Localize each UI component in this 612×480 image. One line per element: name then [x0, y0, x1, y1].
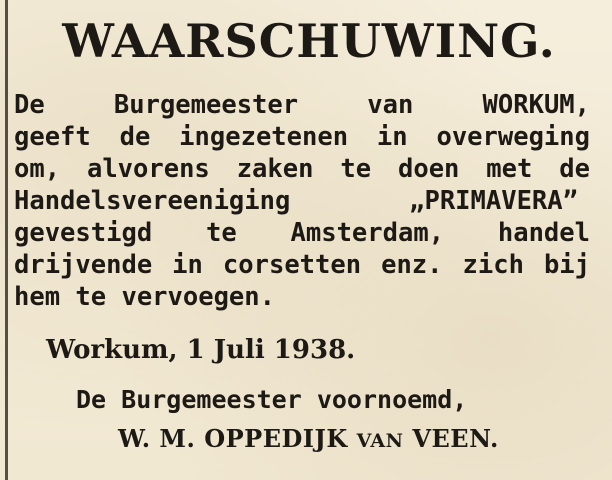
notice-date: Workum, 1 Juli 1938. [46, 335, 356, 365]
notice-line-2: geeft de ingezetenen in overweging [14, 122, 590, 152]
notice-article [14, 0, 604, 480]
notice-line-5: gevestigd te Amsterdam, handel [14, 218, 590, 248]
notice-title: WAARSCHUWING. [62, 14, 556, 68]
signature-name-van: VAN [356, 430, 404, 452]
signature-name-initials: W. M. OPPEDIJK [118, 424, 348, 453]
notice-line-7: hem te vervoegen. [14, 282, 275, 312]
notice-line-3: om, alvorens zaken te doen met de [14, 154, 590, 184]
signature-name-surname: VEEN. [412, 424, 499, 453]
notice-line-4: Handelsvereeniging „PRIMAVERA” [14, 186, 578, 216]
signature-title: De Burgemeester voornoemd, [76, 385, 468, 414]
signature-name [118, 424, 499, 456]
column-rule [5, 0, 8, 480]
notice-line-6: drijvende in corsetten enz. zich bij [14, 250, 590, 280]
notice-line-1: De Burgemeester van WORKUM, [14, 90, 590, 120]
